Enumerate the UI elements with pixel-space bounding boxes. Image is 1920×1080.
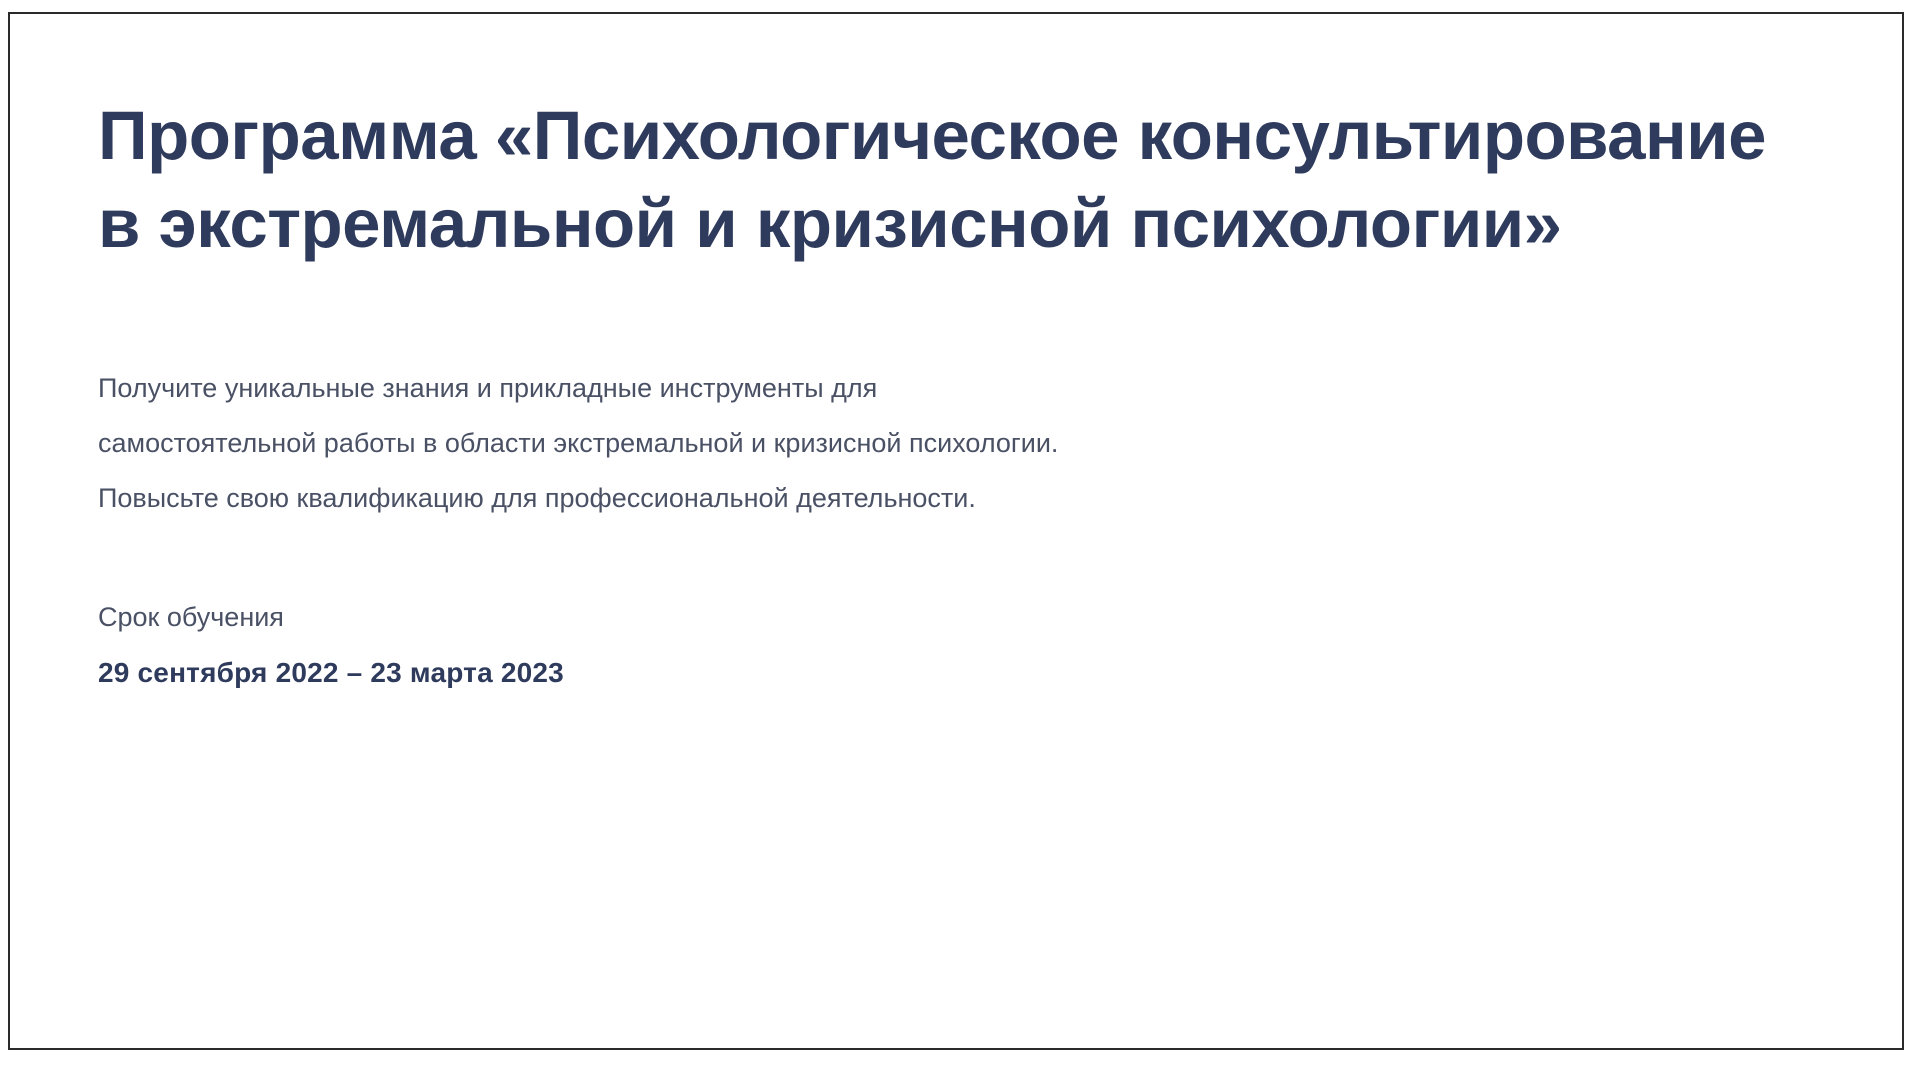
page-title: Программа «Психологическое консультирование в экстремальной и кризисной психологии» xyxy=(98,97,1766,263)
program-description xyxy=(98,269,1598,527)
description-line-3: Повысьте свою квалификацию для профессиональной деятельности. xyxy=(98,483,976,514)
description-line-2: самостоятельной работы в области экстремальной и кризисной психологии. xyxy=(98,427,1059,458)
program-card-content xyxy=(98,92,1854,696)
description-line-1: Получите уникальные знания и прикладные инструменты для xyxy=(98,372,878,403)
study-term-label: Срок обучения xyxy=(98,601,284,632)
study-term-block xyxy=(98,527,1854,696)
program-card xyxy=(8,12,1904,1050)
study-term-value: 29 сентября 2022 – 23 марта 2023 xyxy=(98,657,564,689)
